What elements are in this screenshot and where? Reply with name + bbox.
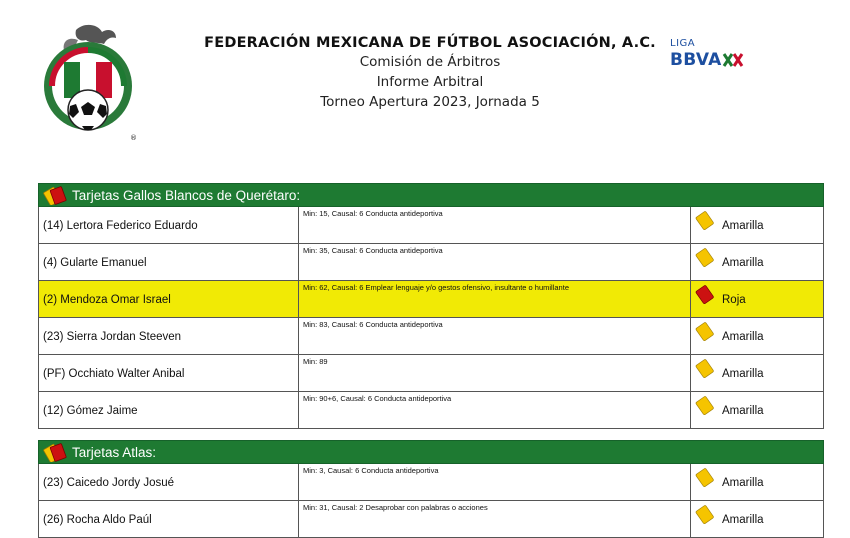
player-name: (26) Rocha Aldo Paúl [39,501,299,537]
table-row [38,318,824,355]
section-queretaro-cards [38,183,824,429]
section-title: Tarjetas Atlas: [72,444,157,460]
player-name: (PF) Occhiato Walter Anibal [39,355,299,391]
table-row [38,244,824,281]
card-detail: Min: 89 [299,355,691,391]
card-detail: Min: 90+6, Causal: 6 Conducta antideportiva [299,392,691,428]
player-name: (2) Mendoza Omar Israel [39,281,299,317]
report-title: Informe Arbitral [376,74,484,90]
yellow-card-icon [694,247,716,269]
player-name: (23) Sierra Jordan Steeven [39,318,299,354]
card-detail: Min: 15, Causal: 6 Conducta antideportiva [299,207,691,243]
player-name: (14) Lertora Federico Eduardo [39,207,299,243]
table-row-highlighted [38,281,824,318]
yellow-card-icon [694,358,716,380]
card-detail: Min: 83, Causal: 6 Conducta antideportiva [299,318,691,354]
table-row [38,501,824,538]
card-type: Amarilla [722,257,764,269]
organization-title: FEDERACIÓN MEXICANA DE FÚTBOL ASOCIACIÓN, A.C. [204,35,656,51]
player-name: (4) Gularte Emanuel [39,244,299,280]
fmf-crest-logo [38,22,138,144]
liga-bbva-logo [670,38,780,72]
card-detail: Min: 62, Causal: 6 Emplear lenguaje y/o gestos ofensivo, insultante o humillante [299,281,691,317]
liga-label: LIGA [670,38,696,49]
player-name: (12) Gómez Jaime [39,392,299,428]
red-card-icon [694,284,716,306]
yellow-card-icon [694,395,716,417]
card-type: Amarilla [722,405,764,417]
player-name: (23) Caicedo Jordy Josué [39,464,299,500]
table-row [38,207,824,244]
section-header [38,440,824,464]
card-type: Roja [722,294,746,306]
yellow-card-icon [694,321,716,343]
card-detail: Min: 3, Causal: 6 Conducta antideportiva [299,464,691,500]
card-detail: Min: 31, Causal: 2 Desaprobar con palabras o acciones [299,501,691,537]
cards-icon [41,185,69,205]
commission-name: Comisión de Árbitros [359,54,501,70]
section-title: Tarjetas Gallos Blancos de Querétaro: [72,187,301,203]
section-header [38,183,824,207]
card-type: Amarilla [722,220,764,232]
card-type: Amarilla [722,514,764,526]
table-row [38,355,824,392]
cards-icon [41,442,69,462]
document-header [200,34,660,112]
table-row [38,464,824,501]
card-type: Amarilla [722,331,764,343]
yellow-card-icon [694,467,716,489]
tournament-name: Torneo Apertura 2023, Jornada 5 [320,94,540,110]
bbva-label: BBVA [670,50,722,70]
yellow-card-icon [694,504,716,526]
section-atlas-cards [38,440,824,538]
registered-mark: ® [130,134,137,142]
mx-logo-icon [722,52,750,68]
card-type: Amarilla [722,368,764,380]
table-row [38,392,824,429]
yellow-card-icon [694,210,716,232]
card-type: Amarilla [722,477,764,489]
card-detail: Min: 35, Causal: 6 Conducta antideportiva [299,244,691,280]
